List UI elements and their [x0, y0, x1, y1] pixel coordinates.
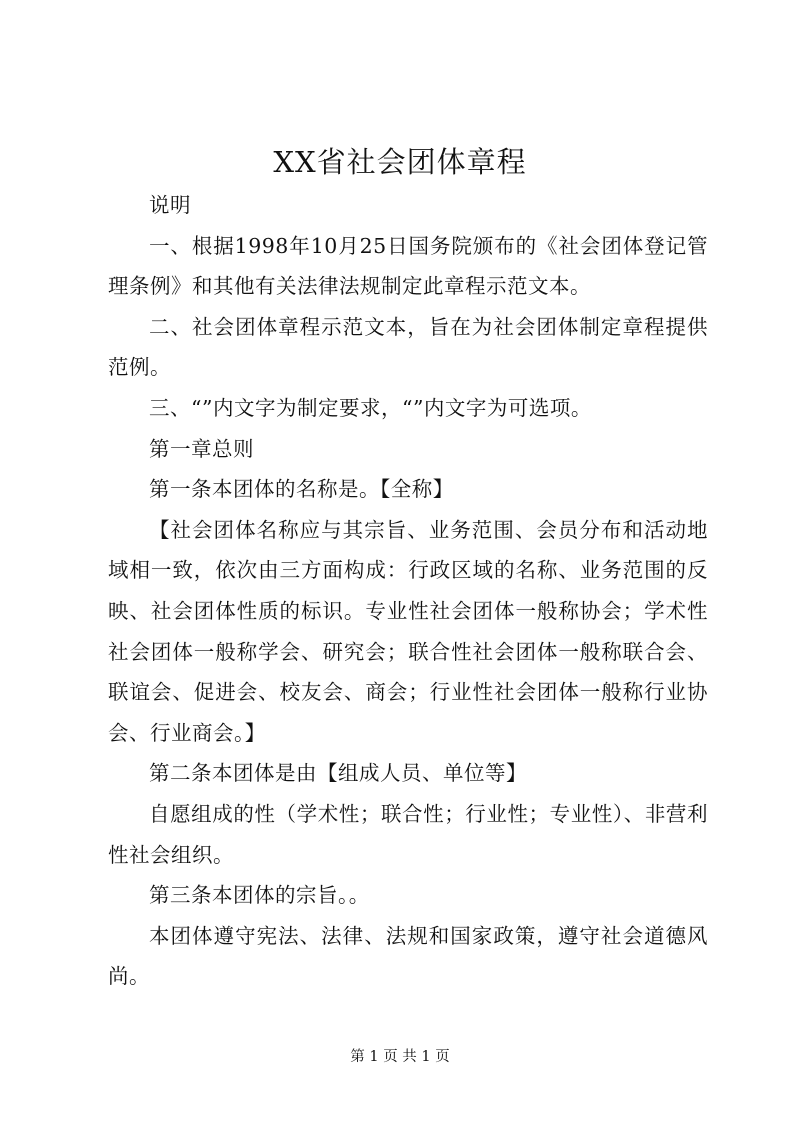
article-1-note: 【社会团体名称应与其宗旨、业务范围、会员分布和活动地域相一致，依次由三方面构成：行政区域的名称、业务范围的反映、社会团体性质的标识。专业性社会团体一般称协会；学术性社会团体一般称学会、研究会；联合性社会团体一般称联合会、联谊会、促进会、校友会、商会；行业性社会团体一般称行业协会、行业商会。】: [108, 517, 708, 745]
paragraph-item-2: 二、社会团体章程示范文本，旨在为社会团体制定章程提供范例。: [108, 314, 708, 380]
article-3-continued: 本团体遵守宪法、法律、法规和国家政策，遵守社会道德风尚。: [108, 923, 708, 989]
paragraph-heading-explanation: 说明: [149, 193, 191, 217]
article-2-continued: 自愿组成的性（学术性；联合性；行业性；专业性）、非营利性社会组织。: [108, 801, 708, 867]
paragraph-item-1: 一、根据1998年10月25日国务院颁布的《社会团体登记管理条例》和其他有关法律法规制定此章程示范文本。: [108, 233, 708, 299]
article-3: 第三条本团体的宗旨。。: [149, 883, 370, 908]
article-2: 第二条本团体是由【组成人员、单位等】: [149, 761, 527, 786]
document-title: XX省社会团体章程: [273, 145, 527, 179]
chapter-heading: 第一章总则: [149, 436, 254, 461]
paragraph-item-3: 三、“”内文字为制定要求，“”内文字为可选项。: [149, 395, 592, 420]
article-1: 第一条本团体的名称是。【全称】: [149, 477, 454, 502]
page-footer: 第 1 页 共 1 页: [350, 1049, 450, 1065]
document-body: [108, 185, 708, 997]
